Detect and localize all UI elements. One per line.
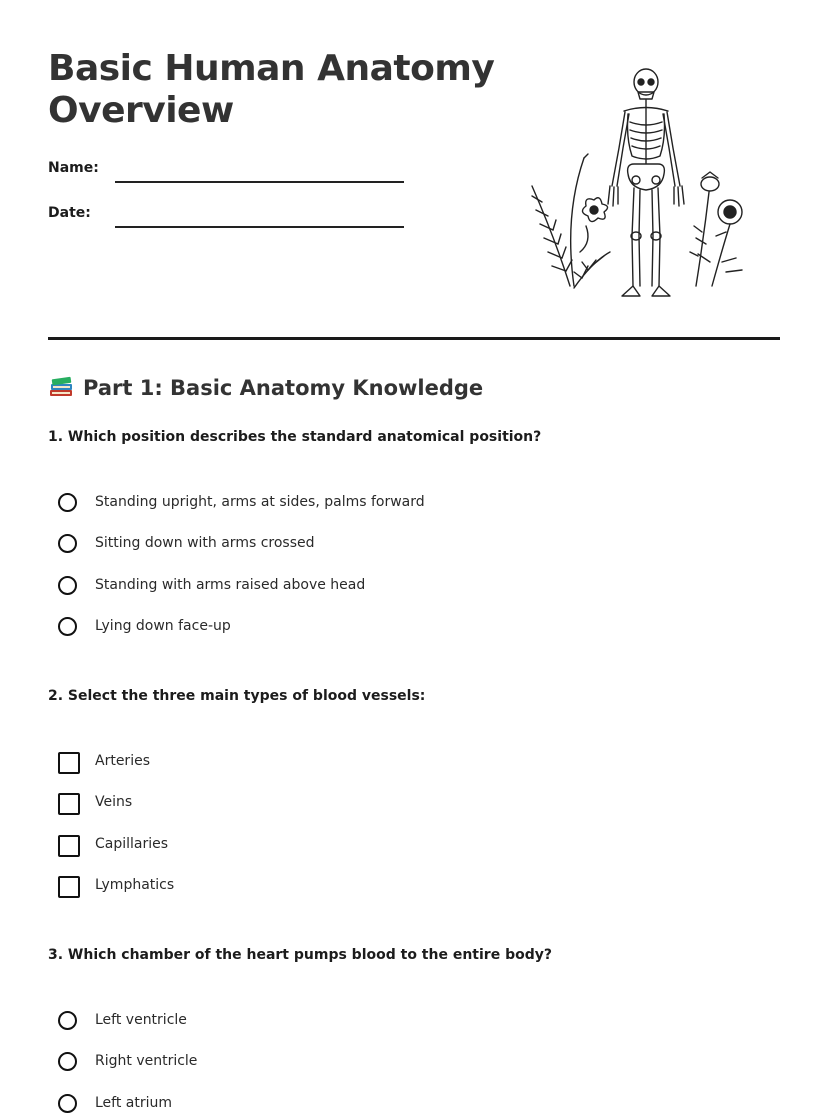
option-label: Standing with arms raised above head (95, 576, 366, 593)
date-label: Date: (48, 205, 91, 221)
checkbox[interactable] (58, 793, 80, 815)
radio-button[interactable] (58, 534, 77, 553)
section-title-text: Part 1: Basic Anatomy Knowledge (83, 376, 484, 400)
name-input-line[interactable] (115, 181, 404, 183)
option-label: Lying down face-up (95, 617, 231, 634)
section-divider (48, 337, 780, 340)
page-title (48, 48, 508, 132)
option-label: Sitting down with arms crossed (95, 535, 315, 552)
checkbox[interactable] (58, 752, 80, 774)
books-icon (48, 374, 74, 398)
radio-button[interactable] (58, 1094, 77, 1113)
title-line-1: Basic Human Anatomy (48, 48, 495, 89)
checkbox[interactable] (58, 876, 80, 898)
question-1-text: 1. Which position describes the standard anatomical position? (48, 429, 542, 445)
checkbox[interactable] (58, 835, 80, 857)
option-label: Left atrium (95, 1094, 173, 1111)
option-label: Left ventricle (95, 1012, 187, 1028)
radio-button[interactable] (58, 493, 77, 512)
section-heading (48, 374, 483, 400)
radio-button[interactable] (58, 1011, 77, 1030)
radio-button[interactable] (58, 1052, 77, 1071)
option-label: Lymphatics (95, 876, 175, 893)
skeleton-with-flowers-illustration (526, 66, 752, 302)
option-label: Right ventricle (95, 1053, 198, 1070)
option-label: Capillaries (95, 835, 169, 852)
question-3-text: 3. Which chamber of the heart pumps blood to the entire body? (48, 947, 552, 963)
option-label: Veins (95, 794, 133, 811)
name-label: Name: (48, 160, 99, 176)
radio-button[interactable] (58, 576, 77, 595)
question-2-text: 2. Select the three main types of blood vessels: (48, 688, 426, 704)
date-input-line[interactable] (115, 226, 404, 228)
title-line-2: Overview (48, 90, 234, 131)
option-label: Arteries (95, 753, 150, 769)
option-label: Standing upright, arms at sides, palms forward (95, 494, 425, 510)
radio-button[interactable] (58, 617, 77, 636)
